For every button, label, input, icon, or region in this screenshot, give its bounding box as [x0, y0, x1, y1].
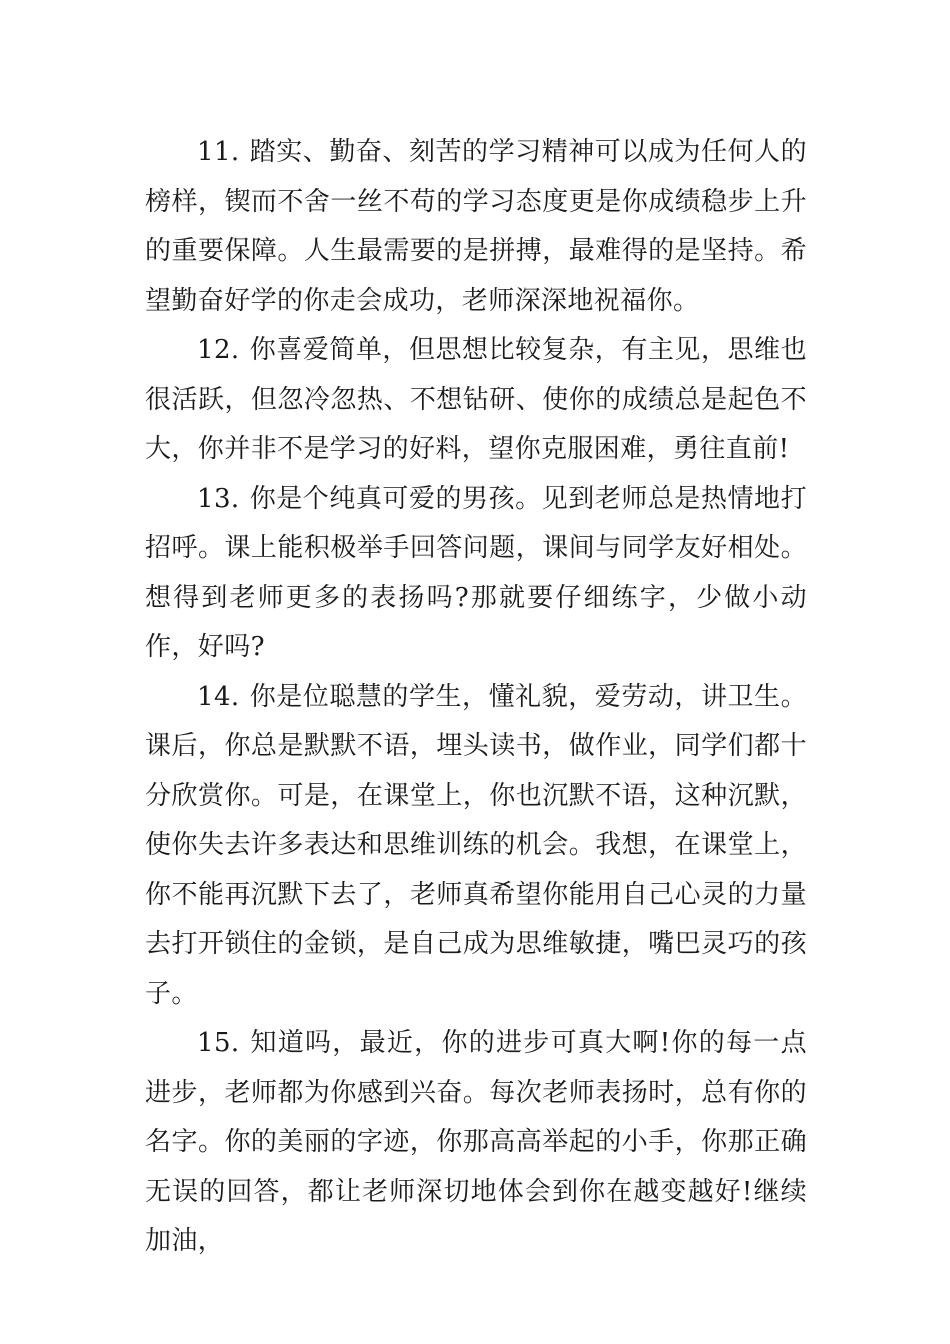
document-body — [145, 128, 807, 1267]
paragraph-11 — [145, 128, 807, 326]
paragraph-text: 你喜爱简单，但思想比较复杂，有主见，思维也很活跃，但忽冷忽热、不想钻研、使你的成绩总是起色不大，你并非不是学习的好料，望你克服困难，勇往直前! — [145, 335, 807, 464]
paragraph-14 — [145, 673, 807, 1020]
paragraph-number: 14. — [197, 681, 240, 712]
paragraph-12 — [145, 326, 807, 475]
paragraph-number: 13. — [197, 483, 240, 514]
paragraph-number: 11. — [197, 137, 240, 167]
paragraph-text: 踏实、勤奋、刻苦的学习精神可以成为任何人的榜样，锲而不舍一丝不苟的学习态度更是你成绩稳步上升的重要保障。人生最需要的是拼搏，最难得的是坚持。希望勤奋好学的你走会成功，老师深深地祝福你。 — [145, 137, 807, 316]
paragraph-13 — [145, 475, 807, 673]
paragraph-text: 你是个纯真可爱的男孩。见到老师总是热情地打招呼。课上能积极举手回答问题，课间与同学友好相处。想得到老师更多的表扬吗?那就要仔细练字，少做小动作，好吗? — [145, 483, 807, 662]
paragraph-number: 15. — [197, 1028, 240, 1058]
paragraph-number: 12. — [197, 335, 240, 365]
paragraph-text: 你是位聪慧的学生，懂礼貌，爱劳动，讲卫生。课后，你总是默默不语，埋头读书，做作业，同学们都十分欣赏你。可是，在课堂上，你也沉默不语，这种沉默，使你失去许多表达和思维训练的机会。我想，在课堂上，你不能再沉默下去了，老师真希望你能用自己心灵的力量去打开锁住的金锁，是自己成为思维敏捷，嘴巴灵巧的孩子。 — [145, 681, 807, 1009]
paragraph-text: 知道吗，最近，你的进步可真大啊!你的每一点进步，老师都为你感到兴奋。每次老师表扬时，总有你的名字。你的美丽的字迹，你那高高举起的小手，你那正确无误的回答，都让老师深切地体会到你在越变越好!继续加油， — [145, 1028, 807, 1256]
paragraph-15 — [145, 1019, 807, 1267]
